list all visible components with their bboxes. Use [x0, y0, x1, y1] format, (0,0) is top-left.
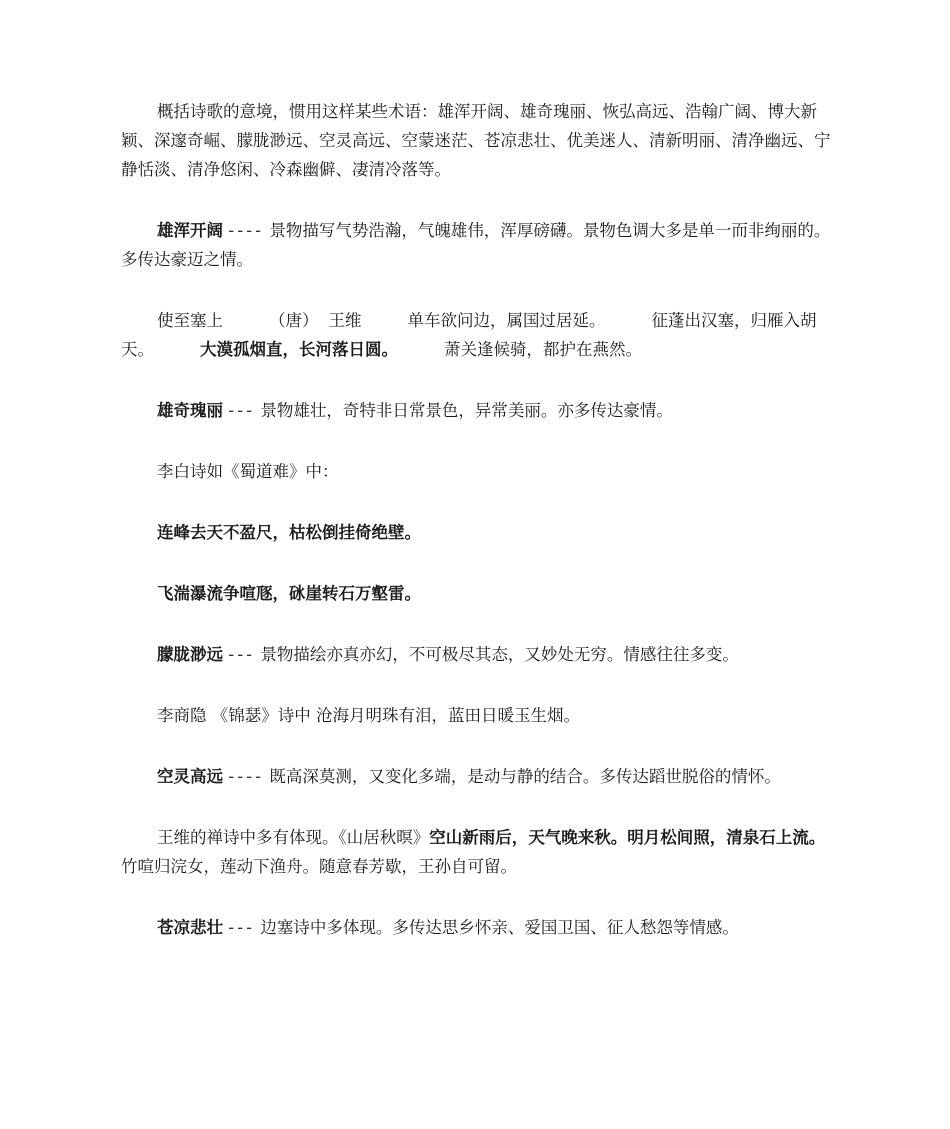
poem-title: 使至塞上	[157, 311, 223, 330]
example-intro-text: 李白诗如《蜀道难》中：	[157, 462, 339, 481]
term-label: 朦胧渺远	[157, 645, 223, 664]
quote-text: 飞湍瀑流争喧豗，砯崖转石万壑雷。	[157, 584, 421, 603]
example-rest-lines: 竹喧归浣女，莲动下渔舟。随意春芳歇，王孙自可留。	[121, 857, 517, 876]
term-dash: ---	[228, 401, 256, 420]
poem-line-1: 单车欲问边，属国过居延。	[407, 311, 606, 330]
term-dash: ---	[228, 645, 256, 664]
term-dash: ---	[228, 918, 256, 937]
intro-text: 概括诗歌的意境，惯用这样某些术语：雄浑开阔、雄奇瑰丽、恢弘高远、浩翰广阔、博大新颖、深邃奇崛、朦胧渺远、空灵高远、空蒙迷茫、苍凉悲壮、优美迷人、清新明丽、清净幽远、宁静恬淡、清净悠闲、冷森幽僻、凄清冷落等。	[121, 102, 831, 179]
term-description: 既高深莫测，又变化多端，是动与静的结合。多传达蹈世脱俗的情怀。	[269, 767, 781, 786]
term-label: 雄浑开阔	[157, 221, 223, 240]
poem-line-2: 征蓬出汉塞，归雁入胡天。	[121, 311, 817, 359]
term-paragraph-cangliang	[121, 913, 837, 942]
example-wangwei-chan	[121, 823, 837, 881]
poem-line-4: 萧关逢候骑，都护在燕然。	[444, 340, 642, 359]
example-lishangyin	[121, 701, 837, 730]
term-paragraph-kongling	[121, 762, 837, 791]
term-description: 边塞诗中多体现。多传达思乡怀亲、爱国卫国、征人愁怨等情感。	[260, 918, 739, 937]
term-label: 苍凉悲壮	[157, 918, 223, 937]
quote-line-1	[121, 518, 837, 547]
example-intro: 王维的禅诗中多有体现。《山居秋暝》	[157, 828, 430, 847]
poem-line-3: 大漠孤烟直，长河落日圆。	[200, 340, 398, 359]
example-intro-libai	[121, 457, 837, 486]
poem-dynasty: （唐）	[269, 311, 319, 330]
term-label: 空灵高远	[157, 767, 223, 786]
term-dash: ----	[228, 221, 265, 240]
term-paragraph-xionghun	[121, 216, 837, 274]
term-description: 景物描写气势浩瀚，气魄雄伟，浑厚磅礴。景物色调大多是单一而非绚丽的。多传达豪迈之情。	[121, 221, 831, 269]
term-paragraph-menglong	[121, 640, 837, 669]
quote-text: 连峰去天不盈尺，枯松倒挂倚绝壁。	[157, 523, 421, 542]
poem-paragraph-shizhisaishang	[121, 306, 837, 364]
example-text: 李商隐 《锦瑟》诗中 沧海月明珠有泪，蓝田日暖玉生烟。	[157, 706, 580, 725]
term-description: 景物雄壮，奇特非日常景色，异常美丽。亦多传达豪情。	[260, 401, 673, 420]
term-dash: ----	[228, 767, 265, 786]
document-page	[121, 97, 837, 974]
term-paragraph-xiongqi	[121, 396, 837, 425]
poem-author: 王维	[328, 311, 362, 330]
example-bold-lines: 空山新雨后，天气晚来秋。明月松间照，清泉石上流。	[429, 828, 826, 847]
quote-line-2	[121, 579, 837, 608]
term-description: 景物描绘亦真亦幻，不可极尽其态，又妙处无穷。情感往往多变。	[260, 645, 739, 664]
term-label: 雄奇瑰丽	[157, 401, 223, 420]
intro-paragraph	[121, 97, 837, 184]
